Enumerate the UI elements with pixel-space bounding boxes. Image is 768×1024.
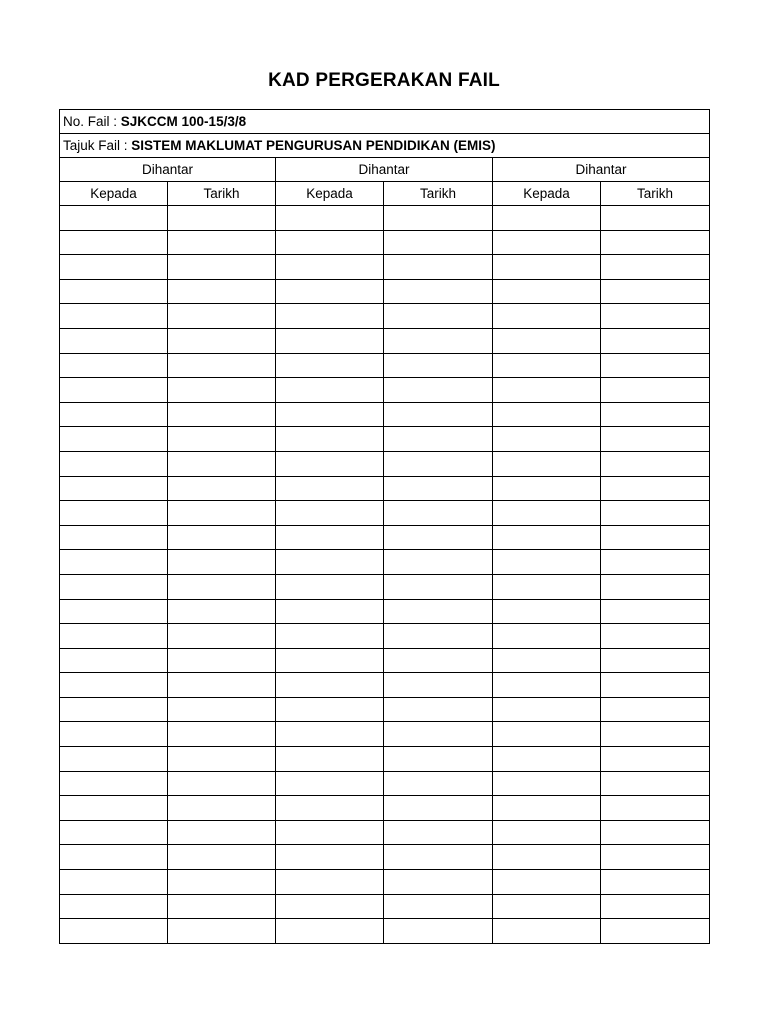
table-cell <box>60 894 168 919</box>
table-cell <box>493 328 601 353</box>
table-cell <box>384 574 493 599</box>
table-row <box>60 722 710 747</box>
table-row <box>60 624 710 649</box>
table-row <box>60 919 710 944</box>
table-cell <box>60 378 168 403</box>
file-title-value: SISTEM MAKLUMAT PENGURUSAN PENDIDIKAN (EMIS) <box>131 137 496 153</box>
table-cell <box>601 206 710 231</box>
table-cell <box>276 894 384 919</box>
table-row <box>60 206 710 231</box>
table-row <box>60 476 710 501</box>
table-cell <box>601 451 710 476</box>
file-movement-table <box>59 109 710 944</box>
table-row <box>60 870 710 895</box>
table-cell <box>493 525 601 550</box>
table-cell <box>276 747 384 772</box>
table-row <box>60 574 710 599</box>
table-cell <box>601 501 710 526</box>
table-cell <box>60 279 168 304</box>
table-cell <box>168 599 276 624</box>
column-header-row <box>60 182 710 206</box>
table-cell <box>384 648 493 673</box>
table-cell <box>601 648 710 673</box>
table-cell <box>60 870 168 895</box>
table-cell <box>276 648 384 673</box>
table-cell <box>276 820 384 845</box>
table-cell <box>493 230 601 255</box>
table-cell <box>384 402 493 427</box>
table-cell <box>276 427 384 452</box>
file-title-label: Tajuk Fail : <box>63 137 128 153</box>
file-movement-table-body <box>60 110 710 944</box>
table-cell <box>168 427 276 452</box>
table-cell <box>168 255 276 280</box>
file-number-value: SJKCCM 100-15/3/8 <box>120 113 247 129</box>
table-cell <box>493 796 601 821</box>
table-cell <box>168 697 276 722</box>
table-cell <box>601 870 710 895</box>
table-cell <box>493 451 601 476</box>
table-cell <box>168 304 276 329</box>
table-cell <box>168 747 276 772</box>
table-cell <box>601 279 710 304</box>
table-cell <box>601 476 710 501</box>
table-cell <box>276 697 384 722</box>
table-cell <box>493 845 601 870</box>
table-cell <box>276 378 384 403</box>
table-row <box>60 747 710 772</box>
table-cell <box>384 451 493 476</box>
table-cell <box>493 624 601 649</box>
table-cell <box>60 845 168 870</box>
table-row <box>60 304 710 329</box>
table-cell <box>276 328 384 353</box>
table-cell <box>168 476 276 501</box>
table-row <box>60 771 710 796</box>
table-cell <box>601 525 710 550</box>
table-cell <box>60 722 168 747</box>
table-cell <box>276 599 384 624</box>
table-cell <box>60 206 168 231</box>
table-row <box>60 525 710 550</box>
table-cell <box>384 328 493 353</box>
table-cell <box>384 722 493 747</box>
table-cell <box>60 402 168 427</box>
page-title: KAD PERGERAKAN FAIL <box>268 70 500 91</box>
table-cell <box>384 747 493 772</box>
table-cell <box>276 771 384 796</box>
table-cell <box>493 304 601 329</box>
table-row <box>60 451 710 476</box>
table-cell <box>384 230 493 255</box>
table-cell <box>493 378 601 403</box>
table-row <box>60 230 710 255</box>
table-cell <box>384 378 493 403</box>
table-cell <box>384 870 493 895</box>
table-cell <box>60 747 168 772</box>
table-cell <box>601 796 710 821</box>
table-row <box>60 845 710 870</box>
table-cell <box>168 402 276 427</box>
table-cell <box>168 279 276 304</box>
table-cell <box>276 796 384 821</box>
table-cell <box>276 919 384 944</box>
table-row <box>60 599 710 624</box>
table-cell <box>493 722 601 747</box>
table-cell <box>276 304 384 329</box>
table-cell <box>493 550 601 575</box>
table-cell <box>384 894 493 919</box>
table-cell <box>168 550 276 575</box>
table-cell <box>493 476 601 501</box>
table-cell <box>493 501 601 526</box>
table-cell <box>601 624 710 649</box>
table-cell <box>168 796 276 821</box>
column-header-kepada-3: Kepada <box>493 182 601 206</box>
table-cell <box>384 353 493 378</box>
group-header-dihantar-2: Dihantar <box>276 158 493 182</box>
group-header-dihantar-1: Dihantar <box>60 158 276 182</box>
table-cell <box>60 255 168 280</box>
table-row <box>60 697 710 722</box>
table-cell <box>276 255 384 280</box>
table-cell <box>168 206 276 231</box>
table-row <box>60 328 710 353</box>
table-cell <box>601 378 710 403</box>
table-cell <box>493 870 601 895</box>
table-cell <box>276 574 384 599</box>
table-cell <box>276 722 384 747</box>
table-cell <box>493 648 601 673</box>
table-cell <box>168 722 276 747</box>
table-cell <box>276 870 384 895</box>
table-cell <box>60 771 168 796</box>
table-cell <box>168 845 276 870</box>
table-row <box>60 894 710 919</box>
table-cell <box>276 845 384 870</box>
table-cell <box>601 673 710 698</box>
table-cell <box>60 919 168 944</box>
file-number-row <box>60 110 710 134</box>
table-cell <box>384 673 493 698</box>
table-cell <box>493 255 601 280</box>
table-cell <box>60 328 168 353</box>
table-cell <box>384 304 493 329</box>
table-cell <box>168 648 276 673</box>
table-cell <box>276 476 384 501</box>
table-cell <box>276 279 384 304</box>
table-cell <box>601 599 710 624</box>
table-cell <box>168 673 276 698</box>
table-row <box>60 820 710 845</box>
table-cell <box>601 304 710 329</box>
table-cell <box>601 722 710 747</box>
table-row <box>60 427 710 452</box>
table-cell <box>384 919 493 944</box>
table-cell <box>276 550 384 575</box>
table-cell <box>601 845 710 870</box>
table-cell <box>276 402 384 427</box>
table-cell <box>493 820 601 845</box>
table-cell <box>493 697 601 722</box>
table-cell <box>601 574 710 599</box>
table-cell <box>276 501 384 526</box>
table-cell <box>493 427 601 452</box>
table-cell <box>493 894 601 919</box>
table-cell <box>276 353 384 378</box>
table-cell <box>601 353 710 378</box>
table-cell <box>601 894 710 919</box>
table-cell <box>168 894 276 919</box>
table-cell <box>60 820 168 845</box>
table-cell <box>168 771 276 796</box>
table-cell <box>384 697 493 722</box>
file-number-label: No. Fail : <box>63 113 118 129</box>
group-header-row <box>60 158 710 182</box>
table-row <box>60 255 710 280</box>
table-cell <box>168 353 276 378</box>
table-cell <box>384 279 493 304</box>
file-title-cell <box>60 134 710 158</box>
file-title-row <box>60 134 710 158</box>
column-header-kepada-2: Kepada <box>276 182 384 206</box>
table-cell <box>601 402 710 427</box>
column-header-tarikh-3: Tarikh <box>601 182 710 206</box>
table-cell <box>276 230 384 255</box>
table-cell <box>493 771 601 796</box>
table-cell <box>601 919 710 944</box>
table-cell <box>493 402 601 427</box>
table-cell <box>384 255 493 280</box>
table-cell <box>493 574 601 599</box>
table-cell <box>276 673 384 698</box>
table-cell <box>168 230 276 255</box>
table-cell <box>601 427 710 452</box>
table-cell <box>601 255 710 280</box>
table-cell <box>384 476 493 501</box>
table-row <box>60 353 710 378</box>
table-cell <box>493 599 601 624</box>
table-row <box>60 378 710 403</box>
table-cell <box>493 747 601 772</box>
table-cell <box>168 820 276 845</box>
table-cell <box>384 796 493 821</box>
table-cell <box>493 279 601 304</box>
table-cell <box>276 624 384 649</box>
table-cell <box>60 796 168 821</box>
column-header-tarikh-2: Tarikh <box>384 182 493 206</box>
table-cell <box>60 550 168 575</box>
table-cell <box>60 525 168 550</box>
table-row <box>60 648 710 673</box>
table-cell <box>384 525 493 550</box>
table-cell <box>60 476 168 501</box>
table-cell <box>601 328 710 353</box>
table-cell <box>601 230 710 255</box>
table-cell <box>60 353 168 378</box>
table-row <box>60 402 710 427</box>
table-cell <box>168 451 276 476</box>
table-cell <box>276 451 384 476</box>
table-cell <box>168 870 276 895</box>
table-cell <box>168 919 276 944</box>
table-cell <box>384 599 493 624</box>
table-cell <box>384 427 493 452</box>
column-header-tarikh-1: Tarikh <box>168 182 276 206</box>
table-cell <box>60 648 168 673</box>
table-cell <box>60 427 168 452</box>
table-cell <box>601 697 710 722</box>
table-cell <box>60 599 168 624</box>
table-cell <box>60 697 168 722</box>
table-cell <box>60 673 168 698</box>
table-cell <box>60 501 168 526</box>
table-cell <box>168 525 276 550</box>
table-cell <box>168 328 276 353</box>
table-row <box>60 550 710 575</box>
table-cell <box>384 820 493 845</box>
table-cell <box>601 820 710 845</box>
table-cell <box>384 624 493 649</box>
table-cell <box>60 574 168 599</box>
column-header-kepada-1: Kepada <box>60 182 168 206</box>
table-cell <box>384 845 493 870</box>
table-cell <box>384 771 493 796</box>
table-cell <box>276 525 384 550</box>
table-cell <box>601 550 710 575</box>
table-cell <box>384 206 493 231</box>
table-cell <box>493 353 601 378</box>
table-cell <box>601 771 710 796</box>
table-cell <box>384 550 493 575</box>
table-cell <box>493 206 601 231</box>
table-cell <box>60 451 168 476</box>
table-cell <box>493 919 601 944</box>
table-cell <box>60 304 168 329</box>
table-cell <box>168 378 276 403</box>
table-cell <box>60 624 168 649</box>
table-cell <box>601 747 710 772</box>
table-row <box>60 796 710 821</box>
group-header-dihantar-3: Dihantar <box>493 158 710 182</box>
table-cell <box>493 673 601 698</box>
table-row <box>60 279 710 304</box>
file-number-cell <box>60 110 710 134</box>
table-cell <box>60 230 168 255</box>
table-cell <box>384 501 493 526</box>
table-cell <box>276 206 384 231</box>
table-cell <box>168 624 276 649</box>
table-row <box>60 501 710 526</box>
table-row <box>60 673 710 698</box>
table-cell <box>168 501 276 526</box>
table-cell <box>168 574 276 599</box>
